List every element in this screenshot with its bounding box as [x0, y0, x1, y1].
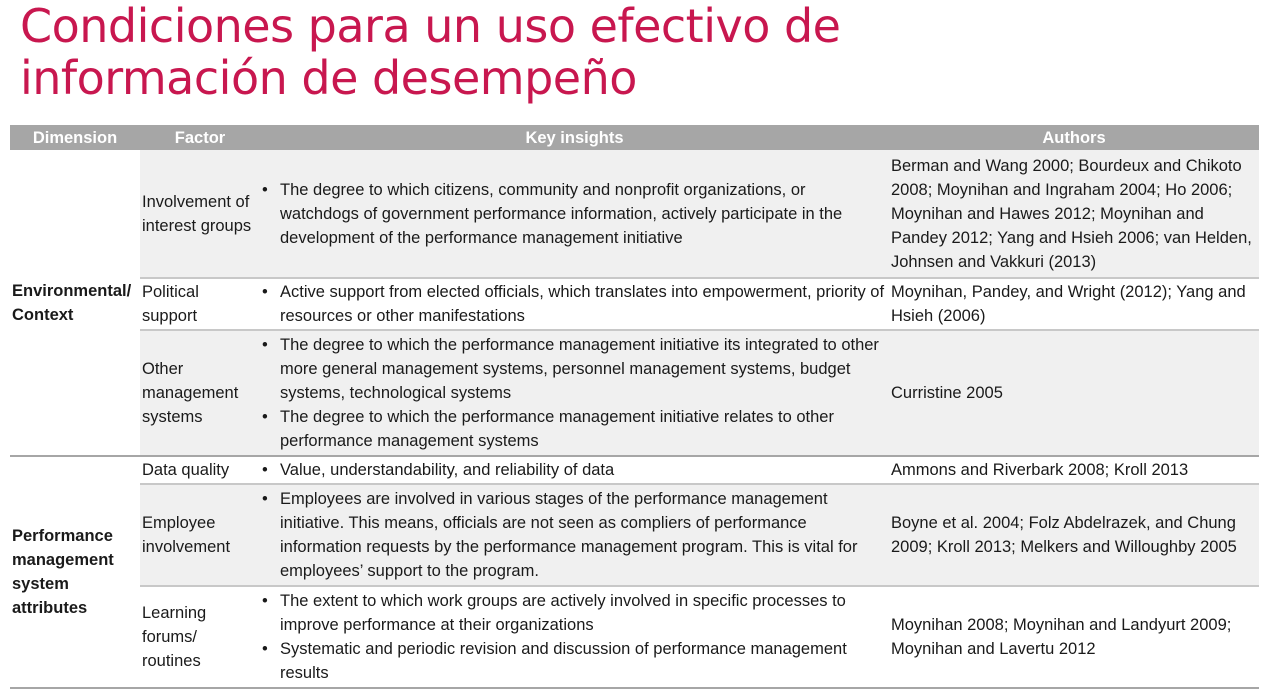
table-row [10, 456, 1259, 484]
insight-item: • Value, understandability, and reliability of data [280, 458, 887, 482]
insights-cell [260, 484, 889, 586]
insight-item: • The extent to which work groups are actively involved in specific processes to improve performance at their organizations [280, 589, 887, 637]
authors-cell: Berman and Wang 2000; Bourdeux and Chikoto 2008; Moynihan and Ingraham 2004; Ho 2006; Moynihan and Hawes 2012; Moynihan and Pandey 2012; Yang and Hsieh 2006; van Helden, Johnsen and Vakkuri (2013) [889, 150, 1259, 278]
factor-cell: Employee involvement [140, 484, 260, 586]
factor-cell: Data quality [140, 456, 260, 484]
table-row [10, 586, 1259, 688]
slide-title-line-1: Condiciones para un uso efectivo de [20, 0, 841, 53]
insight-item: • Active support from elected officials, which translates into empowerment, priority of resources or other manifestations [280, 280, 887, 328]
header-authors: Authors [889, 125, 1259, 150]
authors-cell: Moynihan, Pandey, and Wright (2012); Yang and Hsieh (2006) [889, 278, 1259, 330]
table-row [10, 150, 1259, 278]
authors-cell: Moynihan 2008; Moynihan and Landyurt 2009; Moynihan and Lavertu 2012 [889, 586, 1259, 688]
conditions-table [10, 125, 1259, 689]
factor-cell: Political support [140, 278, 260, 330]
insights-cell [260, 330, 889, 456]
insight-item: • Systematic and periodic revision and discussion of performance management results [280, 637, 887, 685]
table-row [10, 330, 1259, 456]
table-row [10, 484, 1259, 586]
slide-title [20, 0, 840, 104]
factor-cell: Learning forums/ routines [140, 586, 260, 688]
dimension-cell: Environmental/ Context [10, 150, 140, 456]
factor-cell: Other management systems [140, 330, 260, 456]
header-dimension: Dimension [10, 125, 140, 150]
factor-cell: Involvement of interest groups [140, 150, 260, 278]
insight-item: • The degree to which the performance management initiative relates to other performance management systems [280, 405, 887, 453]
dimension-cell: Performance management system attributes [10, 456, 140, 688]
header-key-insights: Key insights [260, 125, 889, 150]
insights-cell [260, 586, 889, 688]
insight-item: • The degree to which the performance management initiative its integrated to other more general management systems, personnel management systems, budget systems, technological systems [280, 333, 887, 405]
insights-cell [260, 150, 889, 278]
authors-cell: Boyne et al. 2004; Folz Abdelrazek, and Chung 2009; Kroll 2013; Melkers and Willoughby 2005 [889, 484, 1259, 586]
table-header-row [10, 125, 1259, 150]
table-row [10, 278, 1259, 330]
insight-item: • Employees are involved in various stages of the performance management initiative. This means, officials are not seen as compliers of performance information requests by the performance management program. This is vital for employees’ support to the program. [280, 487, 887, 583]
authors-cell: Ammons and Riverbark 2008; Kroll 2013 [889, 456, 1259, 484]
insight-item: • The degree to which citizens, community and nonprofit organizations, or watchdogs of government performance information, actively participate in the development of the performance management initiative [280, 178, 887, 250]
slide-title-line-2: información de desempeño [20, 51, 637, 105]
insights-cell [260, 456, 889, 484]
authors-cell: Curristine 2005 [889, 330, 1259, 456]
insights-cell [260, 278, 889, 330]
header-factor: Factor [140, 125, 260, 150]
